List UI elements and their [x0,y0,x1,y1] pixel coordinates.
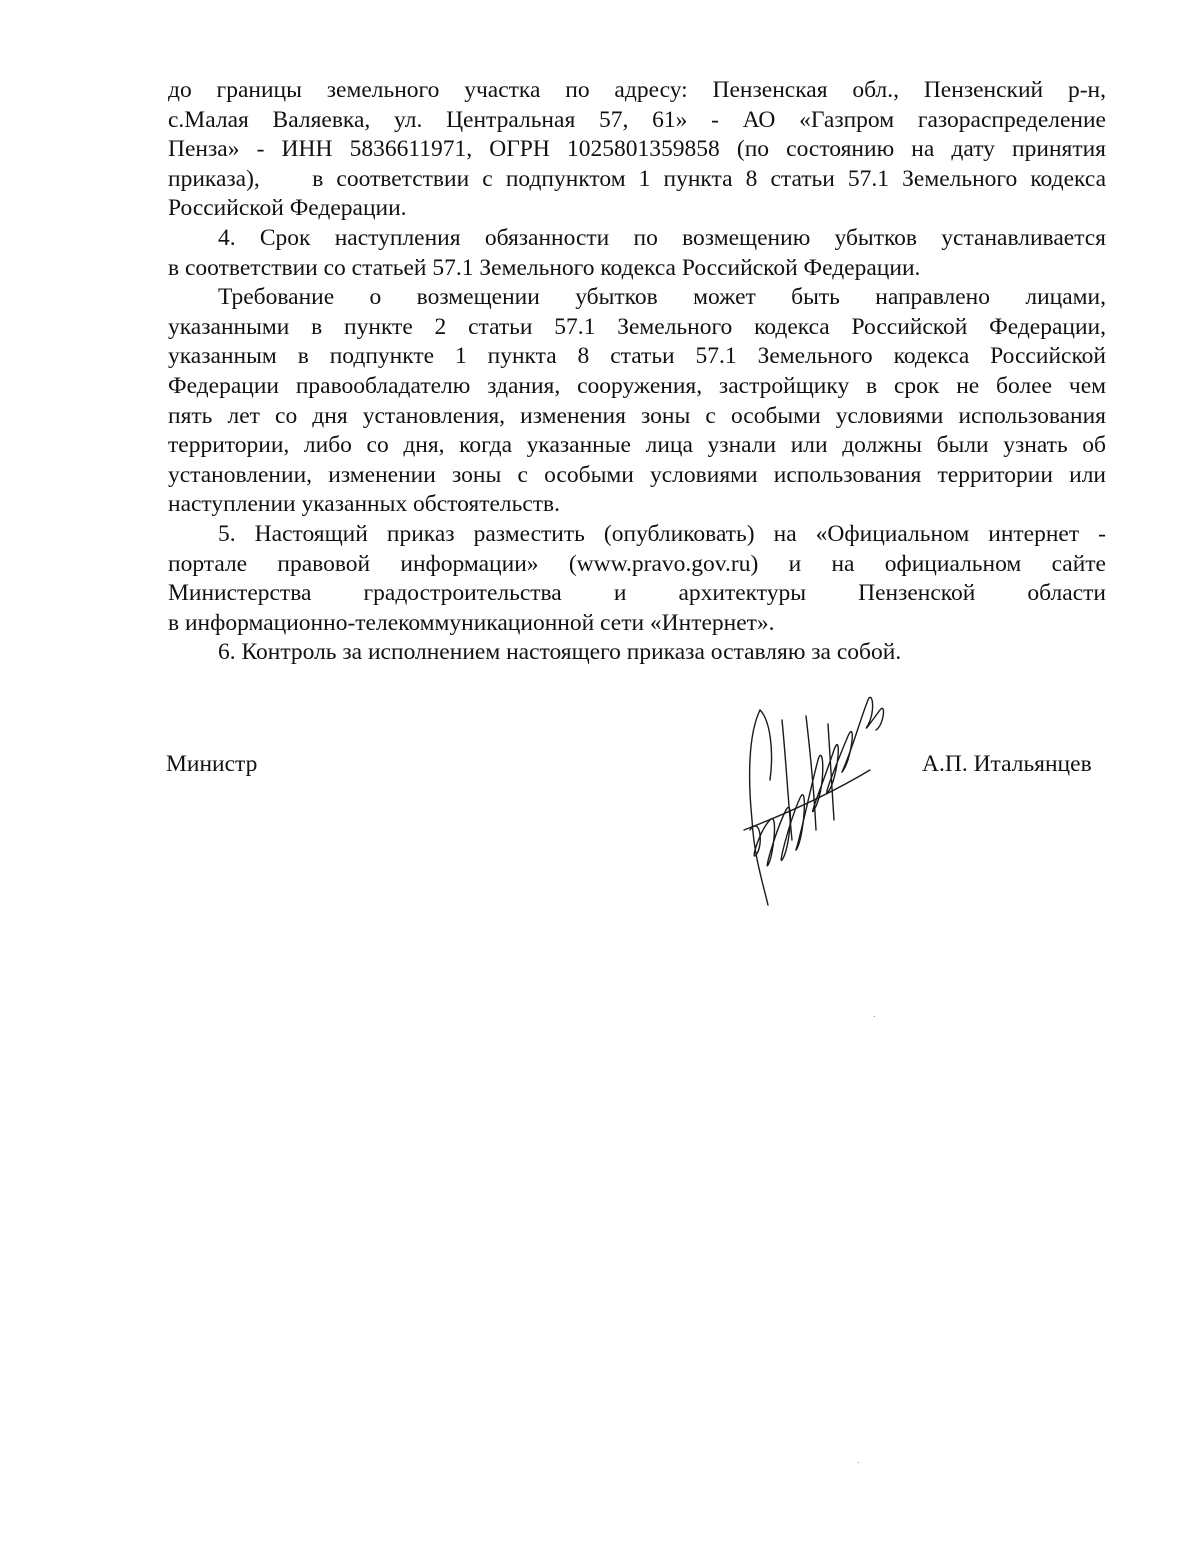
paragraph-4-line: 4. Срок наступления обязанности по возмещению убытков устанавливается [218,224,1106,251]
paragraph-5-line: 5. Настоящий приказ разместить (опубликовать) на «Официальном интернет - [218,520,1106,547]
signer-position: Министр [166,751,258,777]
scan-speck [858,1462,859,1463]
text-line: Министерства градостроительства и архитектуры Пензенской области [168,580,1106,607]
text-line: пять лет со дня установления, изменения зоны с особыми условиями использования [168,402,1106,429]
text-line: в соответствии со статьей 57.1 Земельного кодекса Российской Федерации. [168,254,921,281]
text-line: до границы земельного участка по адресу: Пензенская обл., Пензенский р-н, [168,77,1106,103]
text-line: территории, либо со дня, когда указанные лица узнали или должны были узнать об [168,432,1106,459]
signer-name: А.П. Итальянцев [922,751,1092,777]
text-line: указанным в подпункте 1 пункта 8 статьи 57.1 Земельного кодекса Российской [168,343,1106,370]
text-line: установлении, изменении зоны с особыми условиями использования территории или [168,461,1106,488]
handwritten-signature [730,680,900,910]
text-line: наступлении указанных обстоятельств. [168,491,561,518]
paragraph-6-line: 6. Контроль за исполнением настоящего приказа оставляю за собой. [218,639,902,666]
text-line: Российской Федерации. [168,195,407,222]
text-line: приказа), в соответствии с подпунктом 1 пункта 8 статьи 57.1 Земельного кодекса [168,165,1106,192]
text-line: в информационно-телекоммуникационной сети «Интернет». [168,609,775,636]
scan-speck [874,1016,875,1017]
text-line: Пенза» - ИНН 5836611971, ОГРН 1025801359858 (по состоянию на дату принятия [168,136,1106,163]
text-line: Федерации правообладателю здания, сооружения, застройщику в срок не более чем [168,372,1106,399]
text-line: портале правовой информации» (www.pravo.gov.ru) и на официальном сайте [168,550,1106,577]
text-line: указанными в пункте 2 статьи 57.1 Земельного кодекса Российской Федерации, [168,313,1106,340]
paragraph-claim-line: Требование о возмещении убытков может быть направлено лицами, [218,284,1106,311]
text-line: с.Малая Валяевка, ул. Центральная 57, 61» - АО «Газпром газораспределение [168,106,1106,133]
